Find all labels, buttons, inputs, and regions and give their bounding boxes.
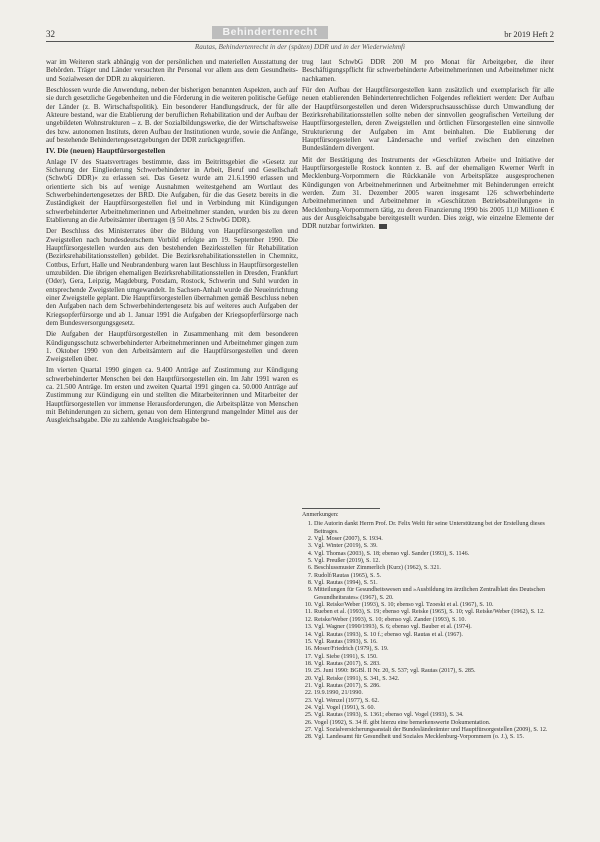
footnote-rule [302,508,380,509]
footnote-item: 8. Vgl. Rautas (1994), S. 51. [314,580,554,587]
footnote-item: 3. Vgl. Winter (2019), S. 39. [314,543,554,550]
footnote-item: 19. 25. Juni 1990: BGBl. II Nr. 20, S. 537; vgl. Rautas (2017), S. 285. [314,668,554,675]
footnote-item: 22. 19.9.1990, 21/1990. [314,690,554,697]
footnote-item: 21. Vgl. Rautas (2017), S. 286. [314,683,554,690]
footnote-item: 11. Rueben et al. (1993), S. 19; ebenso vgl. Reiske (1965), S. 10; vgl. Reiske/Weber (1962), S. 12. [314,609,554,616]
footnote-item: 10. Vgl. Reiske/Weber (1993), S. 10; ebenso vgl. Tzoeski et al. (1967), S. 10. [314,602,554,609]
footnote-item: 25. Vgl. Rautas (1993), S. 1361; ebenso vgl. Vogel (1993), S. 34. [314,712,554,719]
running-title: Rautas, Behindertenrecht in der (späten) DDR und in der Wiederwiehmfi [194,43,406,51]
footnote-item: 4. Vgl. Thomas (2003), S. 18; ebenso vgl. Sander (1993), S. 1146. [314,551,554,558]
right-column [302,58,554,234]
footnote-item: 26. Vogel (1992), S. 34 ff. gibt hierzu eine bemerkenswerte Dokumentation. [314,720,554,727]
left-column [46,58,298,428]
paragraph: Beschlossen wurde die Anwendung, neben der bisherigen benannten Aspekten, auch auf sie durch gesetzliche Gegebenheiten und die Förderung in die weiteren politische Gefüge der Länder (z. B. Wirtschaftspolitik). Ein besonderer Handlungsdruck, der für alle Akteure bestand, war die Etablierung der beruflichen Rehabilitation und der Aufbau der ungebildeten Wohnstrukturen – z. B. der Sozialbildungswerke, die der Wirtschaftsweise des bzw. autonomen Instituts, deren Aufbau der Institutionen wurde, sowie die Anfänge, auf bestehende Behindertengesetzgebungen der DDR zurückgegriffen. [46,85,298,144]
footnote-item: 15. Vgl. Rautas (1993), S. 16. [314,639,554,646]
journal-brand: Behindertenrecht [212,26,328,39]
footnote-item: 7. Rudolf/Rautas (1965), S. 5. [314,573,554,580]
paragraph: war im Weiteren stark abhängig von der persönlichen und materiellen Ausstattung der Behörden. Träger und Länder versuchten ihr Personal vor allem aus dem Gesundheits- und Sozialwesen der DDR zu akquirieren. [46,58,298,83]
article-end-mark [379,224,387,229]
paragraph: Für den Aufbau der Hauptfürsorgestellen kann zusätzlich und exemplarisch für alle neuen etablierenden Behindertenrechtlichen Folgendes reflektiert werden: Der Aufbau der Hauptfürsorgestellen und deren Widerspruchsausschüsse durch Umwandlung der Bezirksrehabilitationsstellen sollte neben der sinnvollen geografischen Verteilung der Hauptfürsorgestellen, deren Zweigstellen und örtlichen Fürsorgestellen eine sinnvolle Strukturierung der Aufgaben im Amt beinhalten. Die Etablierung der Hauptfürsorgestellen war Ländersache und verlief zwischen den einzelnen Bundesländern divergent. [302,85,554,153]
footnote-item: 9. Mitteilungen für Gesundheitswesen und »Ausbildung im ärztlichen Zentralblatt des Deutschen Gesundheitsrates« (1967), S. 20. [314,587,554,602]
footnote-item: 6. Beschlussmuster Zimmerlich (Kurz) (1962), S. 321. [314,565,554,572]
footnote-item: 12. Reiske/Weber (1993), S. 10; ebenso vgl. Zander (1993), S. 10. [314,617,554,624]
issue-label: br 2019 Heft 2 [504,29,554,39]
footnote-item: 28. Vgl. Landesamt für Gesundheit und Soziales Mecklenburg-Vorpommern (o. J.), S. 15. [314,734,554,741]
paragraph-final [302,156,554,231]
footnotes [302,512,554,742]
footnotes-heading: Anmerkungen: [302,512,339,518]
footnote-item: 5. Vgl. Preußer (2019), S. 12. [314,558,554,565]
paragraph: trug laut SchwbG DDR 200 M pro Monat für Arbeitgeber, die ihrer Beschäftigungspflicht für schwerbehinderte Arbeitnehmerinnen und Arbeitnehmer nicht nachkamen. [302,58,554,83]
paragraph-text: Mit der Bestätigung des Instruments der »Geschützten Arbeit« und Initiative der Hauptfürsorgestelle Rostock konnten z. B. auf der ehemaligen Kwerner Werft in Mecklenburg-Vorpommern die Rückkanäle von Arbeitsplätze ausgesprochenen Kündigungen von Arbeitnehmerinnen und Arbeitnehmer mit Behinderungen erreicht werden. Zum 31. Dezember 2005 waren insgesamt 126 schwerbehinderte Arbeitnehmerinnen und Arbeitnehmer in »Geschützten Betriebsabteilungen« in Mecklenburg-Vorpommern tätig, zu deren Finanzierung 1990 bis 2005 11,0 Millionen € aus der Ausgleichsabgabe bereitgestellt wurden. Dies zeigt, wie einzelne Elemente der DDR nutzbar fortwirkten. [302,155,554,231]
section-heading: IV. Die (neuen) Hauptfürsorgestellen [46,146,166,156]
footnote-item: 24. Vgl. Vogel (1991), S. 60. [314,705,554,712]
footnote-item: 27. Vgl. Sozialversicherungsanstalt der Bundesländerämter und Hauptfürsorgestellen (2009), S. 12. [314,727,554,734]
page-number: 32 [46,29,55,39]
header-rule [46,41,554,42]
footnote-item: 2. Vgl. Moser (2007), S. 1934. [314,536,554,543]
footnote-item: 18. Vgl. Rautas (2017), S. 283. [314,661,554,668]
footnote-item: 14. Vgl. Rautas (1993), S. 10 f.; ebenso vgl. Rautas et al. (1967). [314,632,554,639]
footnote-item: 13. Vgl. Wagner (1990/1993), S. 6; ebenso vgl. Bauber et al. (1974). [314,624,554,631]
paragraph: Anlage IV des Staatsvertrages bestimmte, dass im Beitrittsgebiet die »Gesetz zur Sicherung der Eingliederung Schwerbehinderter in Arbeit, Beruf und Gesellschaft (SchwbG DDR)« zu erlassen sei. Das Gesetz wurde am 21.6.1990 erlassen und orientierte sich bis auf wenige Ausnahmen weitestgehend am Wortlaut des Schwerbehindertengesetzes der BRD. Die Aufgaben, für die das Gesetz bereits in die Zuständigkeit der Hauptfürsorgestellen fiel und in Verbindung mit Kündigungen schwerbehinderter Arbeitnehmerinnen und Arbeitnehmer standen, wurden bis zu deren Etablierung an die Arbeitsämter übertragen (§ 50 Abs. 2 SchwbG DDR). [46,157,298,224]
footnote-item: 16. Moser/Friedrich (1979), S. 19. [314,646,554,653]
footnote-list [302,521,554,741]
footnote-item: 23. Vgl. Wenzel (1977), S. 62. [314,698,554,705]
paragraph: Im vierten Quartal 1990 gingen ca. 9.400 Anträge auf Zustimmung zur Kündigung schwerbehinderter Menschen bei den Hauptfürsorgestellen ein. Im Jahr 1991 waren es ca. 21.500 Anträge. Im ersten und zweiten Quartal 1991 gingen ca. 50.000 Anträge auf Zustimmung zur Kündigung ein und stellten die Mitarbeiterinnen und Mitarbeiter der Hauptfürsorgestellen vor immense Herausforderungen, die Arbeitsplätze von Menschen mit Behinderungen zu sichern, genau von dem Hintergrund mangelnder Mittel aus der Ausgleichsabgabe. Die zu zahlende Ausgleichsabgabe be- [46,366,298,425]
footnote-item: 17. Vgl. Siebe (1991), S. 150. [314,654,554,661]
footnote-item: 20. Vgl. Reiske (1991), S. 341, S. 342. [314,676,554,683]
footnote-item: 1. Die Autorin dankt Herrn Prof. Dr. Felix Welti für seine Unterstützung bei der Erstellung dieses Beitrages. [314,521,554,536]
paragraph: Die Aufgaben der Hauptfürsorgestellen in Zusammenhang mit dem besonderen Kündigungsschutz schwerbehinderter Arbeitnehmerinnen und Arbeitnehmer gingen zum 1. Oktober 1990 von den Arbeitsämtern auf die Hauptfürsorgestellen und deren Zweigstellen über. [46,330,298,364]
paragraph: Der Beschluss des Ministerrates über die Bildung von Hauptfürsorgestellen und Zweigstellen nach bundesdeutschem Vorbild erfolgte am 19. September 1990. Die Hauptfürsorgestellen wurden aus den bestehenden Bezirksstellen für Rehabilitation (Bezirksrehabilitationsstellen) gebildet. Die Bezirksrehabilitationsstellen in Chemnitz, Cottbus, Erfurt, Halle und Neubrandenburg waren laut Beschluss in Hauptfürsorgestellen umzubilden. Die übrigen ehemaligen Bezirksrehabilitationsstellen in Dresden, Frankfurt (Oder), Gera, Leipzig, Magdeburg, Potsdam, Rostock, Schwerin und Suhl wurden in entsprechende Zweigstellen umgewandelt. In Sachsen-Anhalt wurde die Neueinrichtung einer Zweigstelle geplant. Die Hauptfürsorgestellen übernahmen gemäß Beschluss neben den Aufgaben nach dem Schwerbehindertengesetz bis auf weiteres auch Aufgaben der Kriegsopferfürsorge und ab 1. Januar 1991 die Aufgaben der Kriegsopferfürsorge nach dem Bundesversorgungsgesetz. [46,227,298,327]
